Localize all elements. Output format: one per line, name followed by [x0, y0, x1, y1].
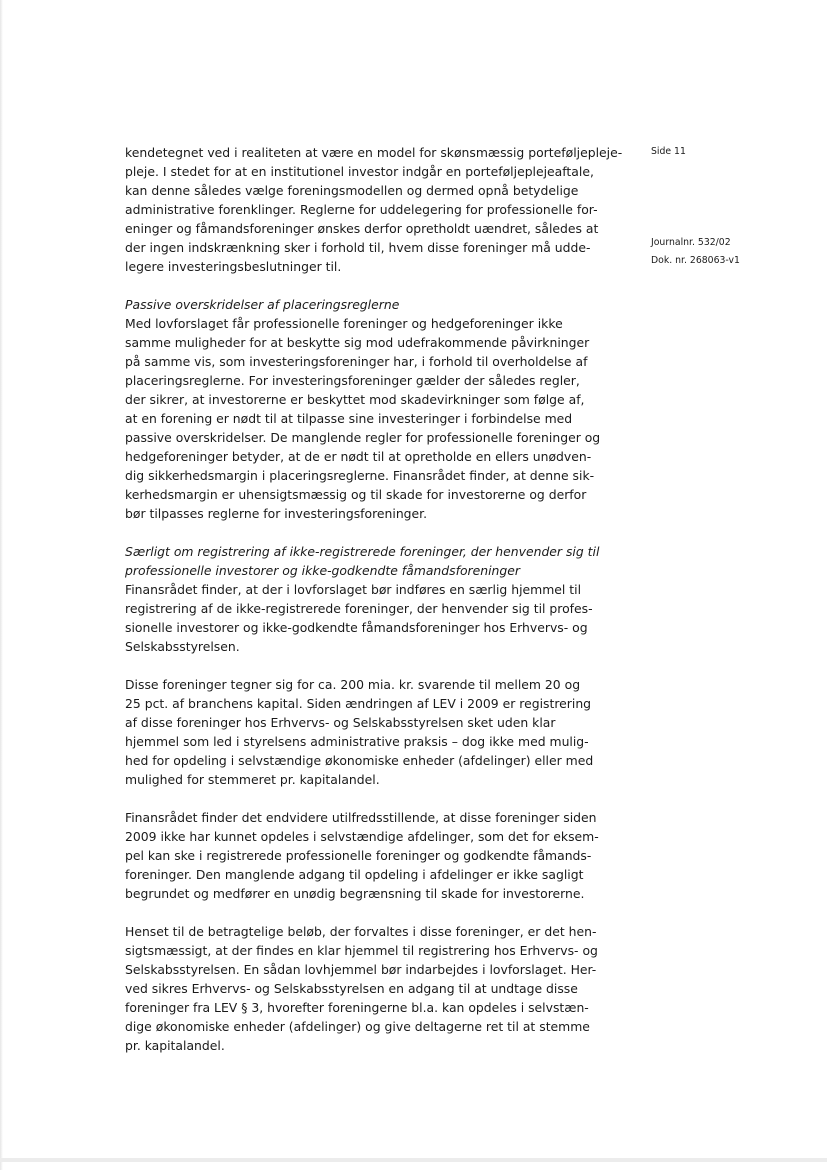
body-text-line: Finansrådet finder, at der i lovforslaget bør indføres en særlig hjemmel til	[125, 582, 582, 597]
paragraph	[125, 922, 617, 1055]
body-text-line: kan denne således vælge foreningsmodellen og dermed opnå betydelige	[125, 183, 579, 198]
body-text-line: legere investeringsbeslutninger til.	[125, 259, 342, 274]
section-heading-line: professionelle investorer og ikke-godkendte fåmandsforeninger	[125, 563, 520, 578]
paragraph	[125, 675, 617, 789]
body-text-line: pel kan ske i registrerede professionelle foreninger og godkendte fåmands-	[125, 848, 592, 863]
body-text-line: Selskabsstyrelsen. En sådan lovhjemmel bør indarbejdes i lovforslaget. Her-	[125, 962, 597, 977]
body-text-line: hjemmel som led i styrelsens administrative praksis – dog ikke med mulig-	[125, 734, 589, 749]
body-text-line: der sikrer, at investorerne er beskyttet mod skadevirkninger som følge af,	[125, 392, 585, 407]
body-text-line: samme muligheder for at beskytte sig mod udefrakommende påvirkninger	[125, 335, 590, 350]
body-text-line: af disse foreninger hos Erhvervs- og Selskabsstyrelsen sket uden klar	[125, 715, 556, 730]
body-text-line: begrundet og medfører en unødig begrænsning til skade for investorerne.	[125, 886, 585, 901]
section-heading-line: Særligt om registrering af ikke-registrerede foreninger, der henvender sig til	[125, 544, 600, 559]
paragraph	[125, 808, 617, 903]
body-text-line: kerhedsmargin er uhensigtsmæssig og til skade for investorerne og derfor	[125, 487, 587, 502]
document-number: Dok. nr. 268063-v1	[651, 255, 740, 266]
body-text-line: Med lovforslaget får professionelle foreninger og hedgeforeninger ikke	[125, 316, 563, 331]
body-text-line: Finansrådet finder det endvidere utilfredsstillende, at disse foreninger siden	[125, 810, 597, 825]
page-edge	[0, 0, 3, 1170]
body-text-line: på samme vis, som investeringsforeninger har, i forhold til overholdelse af	[125, 354, 588, 369]
body-text-line: der ingen indskrænkning sker i forhold til, hvem disse foreninger må udde-	[125, 240, 591, 255]
body-text-line: pr. kapitalandel.	[125, 1038, 225, 1053]
body-text-line: Selskabsstyrelsen.	[125, 639, 240, 654]
body-text-line: foreninger fra LEV § 3, hvorefter foreningerne bl.a. kan opdeles i selvstæn-	[125, 1000, 589, 1015]
body-text-line: kendetegnet ved i realiteten at være en model for skønsmæssig porteføljepleje-	[125, 145, 623, 160]
body-text-line: hed for opdeling i selvstændige økonomiske enheder (afdelinger) eller med	[125, 753, 594, 768]
body-text-line: dig sikkerhedsmargin i placeringsreglerne. Finansrådet finder, at denne sik-	[125, 468, 595, 483]
body-text-line: Disse foreninger tegner sig for ca. 200 mia. kr. svarende til mellem 20 og	[125, 677, 581, 692]
body-text-line: hedgeforeninger betyder, at de er nødt til at opretholde en ellers unødven-	[125, 449, 592, 464]
paragraph	[125, 295, 617, 523]
journal-number: Journalnr. 532/02	[651, 237, 731, 248]
body-text-line: placeringsreglerne. For investeringsforeninger gælder der således regler,	[125, 373, 580, 388]
paragraph	[125, 143, 623, 276]
body-text-line: at en forening er nødt til at tilpasse sine investeringer i forbindelse med	[125, 411, 573, 426]
body-text-line: Henset til de betragtelige beløb, der forvaltes i disse foreninger, er det hen-	[125, 924, 597, 939]
page-number-label: Side 11	[651, 146, 686, 157]
sidebar-reference-block	[651, 234, 771, 270]
page-bottom-edge	[0, 1158, 827, 1162]
body-text-line: eninger og fåmandsforeninger ønskes derfor opretholdt uændret, således at	[125, 221, 599, 236]
body-text-line: pleje. I stedet for at en institutionel investor indgår en porteføljeplejeaftale,	[125, 164, 594, 179]
document-body	[125, 143, 623, 1074]
body-text-line: foreninger. Den manglende adgang til opdeling i afdelinger er ikke sagligt	[125, 867, 584, 882]
sidebar-page-label-block	[651, 143, 771, 161]
body-text-line: 2009 ikke har kunnet opdeles i selvstændige afdelinger, som det for eksem-	[125, 829, 599, 844]
body-text-line: passive overskridelser. De manglende regler for professionelle foreninger og	[125, 430, 601, 445]
body-text-line: ved sikres Erhvervs- og Selskabsstyrelsen en adgang til at undtage disse	[125, 981, 578, 996]
body-text-line: bør tilpasses reglerne for investeringsforeninger.	[125, 506, 428, 521]
body-text-line: administrative forenklinger. Reglerne for uddelegering for professionelle for-	[125, 202, 598, 217]
body-text-line: 25 pct. af branchens kapital. Siden ændringen af LEV i 2009 er registrering	[125, 696, 592, 711]
body-text-line: mulighed for stemmeret pr. kapitalandel.	[125, 772, 380, 787]
body-text-line: sionelle investorer og ikke-godkendte fåmandsforeninger hos Erhvervs- og	[125, 620, 588, 635]
body-text-line: dige økonomiske enheder (afdelinger) og give deltagerne ret til at stemme	[125, 1019, 590, 1034]
section-heading-line: Passive overskridelser af placeringsreglerne	[125, 297, 400, 312]
body-text-line: sigtsmæssigt, at der findes en klar hjemmel til registrering hos Erhvervs- og	[125, 943, 598, 958]
body-text-line: registrering af de ikke-registrerede foreninger, der henvender sig til profes-	[125, 601, 593, 616]
paragraph	[125, 542, 617, 656]
